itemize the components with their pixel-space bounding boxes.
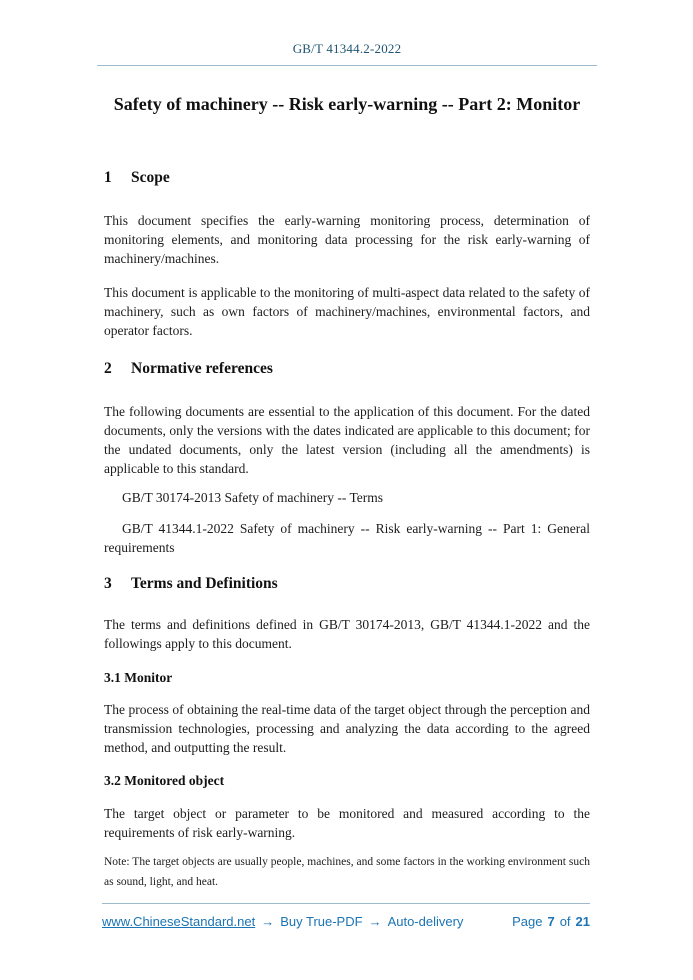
standard-code: GB/T 41344.2-2022 — [292, 41, 402, 56]
term-heading-monitored-object: 3.2 Monitored object — [104, 773, 225, 788]
document-footer — [102, 903, 590, 930]
section-title: Scope — [131, 169, 170, 186]
section-scope — [104, 169, 590, 340]
page-label: Page — [512, 914, 543, 929]
reference-entry-1: GB/T 30174-2013 Safety of machinery -- Terms — [122, 490, 384, 505]
page-indicator — [512, 914, 590, 930]
document-header — [104, 41, 590, 66]
section-number: 1 — [104, 169, 112, 186]
page-of-label: of — [559, 914, 571, 929]
section-terms-definitions — [104, 575, 590, 892]
term-definition-monitored-object: The target object or parameter to be monitored and measured according to the requirements of risk early-warning. — [104, 806, 590, 840]
section-number: 2 — [104, 360, 112, 377]
section-heading-normative — [104, 360, 590, 378]
page-total: 21 — [575, 914, 590, 929]
footer-buy-label: Buy True-PDF — [280, 914, 363, 929]
page-number: 7 — [547, 914, 555, 929]
footer-promo — [102, 914, 463, 930]
term-definition-monitor: The process of obtaining the real-time data of the target object through the perception and transmission technologies, processing and analyzing the data according to the agreed method, and outputting the result. — [104, 702, 590, 755]
section-normative-references — [104, 360, 590, 557]
section-number: 3 — [104, 575, 112, 592]
section-title: Normative references — [131, 360, 273, 377]
footer-row — [102, 914, 590, 930]
scope-paragraph-1: This document specifies the early-warning monitoring process, determination of monitoring elements, and monitoring data processing for the risk early-warning of machinery/machines. — [104, 213, 590, 266]
arrow-right-icon: → — [261, 914, 275, 929]
term-heading-monitor: 3.1 Monitor — [104, 670, 173, 685]
footer-rule — [102, 903, 590, 904]
term-note: Note: The target objects are usually people, machines, and some factors in the working environment such as sound, light, and heat. — [104, 856, 590, 888]
reference-entry-2: GB/T 41344.1-2022 Safety of machinery -- Risk early-warning -- Part 1: General requirements — [104, 521, 590, 555]
terms-intro-paragraph: The terms and definitions defined in GB/T 30174-2013, GB/T 41344.1-2022 and the followings apply to this document. — [104, 617, 590, 651]
header-rule — [97, 65, 597, 66]
footer-delivery-label: Auto-delivery — [387, 914, 464, 929]
section-title: Terms and Definitions — [131, 575, 278, 592]
section-heading-terms — [104, 575, 590, 593]
section-heading-scope — [104, 169, 590, 187]
document-title: Safety of machinery -- Risk early-warning -- Part 2: Monitor — [113, 94, 581, 114]
footer-site-link[interactable]: www.ChineseStandard.net — [102, 914, 256, 929]
arrow-right-icon: → — [368, 914, 382, 929]
normative-paragraph: The following documents are essential to the application of this document. For the dated documents, only the versions with the dates indicated are applicable to this document; for the undated documents, only the latest version (including all the amendments) is applicable to this standard. — [104, 404, 590, 476]
scope-paragraph-2: This document is applicable to the monitoring of multi-aspect data related to the safety of machinery, such as own factors of machinery/machines, environmental factors, and operator factors. — [104, 285, 590, 338]
